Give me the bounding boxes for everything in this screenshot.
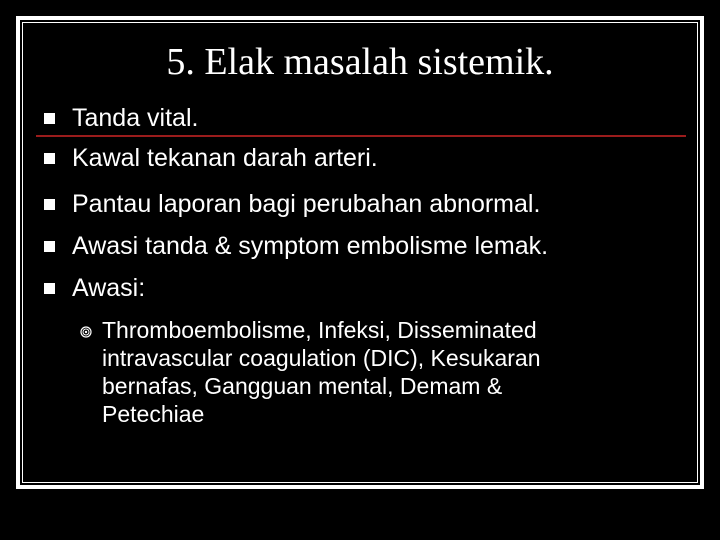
square-bullet-icon — [44, 199, 55, 210]
bullet-3-marker — [44, 199, 55, 210]
bullet-4-marker — [44, 241, 55, 252]
bullet-5-marker — [44, 283, 55, 294]
bullet-5-text: Awasi: — [72, 274, 146, 302]
sub-bullet-line-3: bernafas, Gangguan mental, Demam & — [102, 373, 503, 399]
bullet-4-text: Awasi tanda & symptom embolisme lemak. — [72, 232, 549, 260]
sub-bullet-line-4: Petechiae — [102, 401, 205, 427]
title-divider — [36, 135, 686, 137]
sub-bullet-line-1: Thromboembolisme, Infeksi, Disseminated — [102, 317, 537, 343]
bullet-1-marker — [44, 113, 55, 124]
sub-bullet-line-2: intravascular coagulation (DIC), Kesukaran — [102, 345, 541, 371]
bullet-3-text: Pantau laporan bagi perubahan abnormal. — [72, 190, 541, 218]
slide-title: 5. Elak masalah sistemik. — [166, 41, 554, 83]
sub-bullet-text — [102, 316, 692, 428]
circle-target-bullet-icon — [80, 326, 92, 338]
square-bullet-icon — [44, 113, 55, 124]
bullet-1-text: Tanda vital. — [72, 104, 199, 132]
square-bullet-icon — [44, 283, 55, 294]
bullet-2-marker — [44, 153, 55, 164]
square-bullet-icon — [44, 153, 55, 164]
square-bullet-icon — [44, 241, 55, 252]
bullet-2-text: Kawal tekanan darah arteri. — [72, 144, 378, 172]
